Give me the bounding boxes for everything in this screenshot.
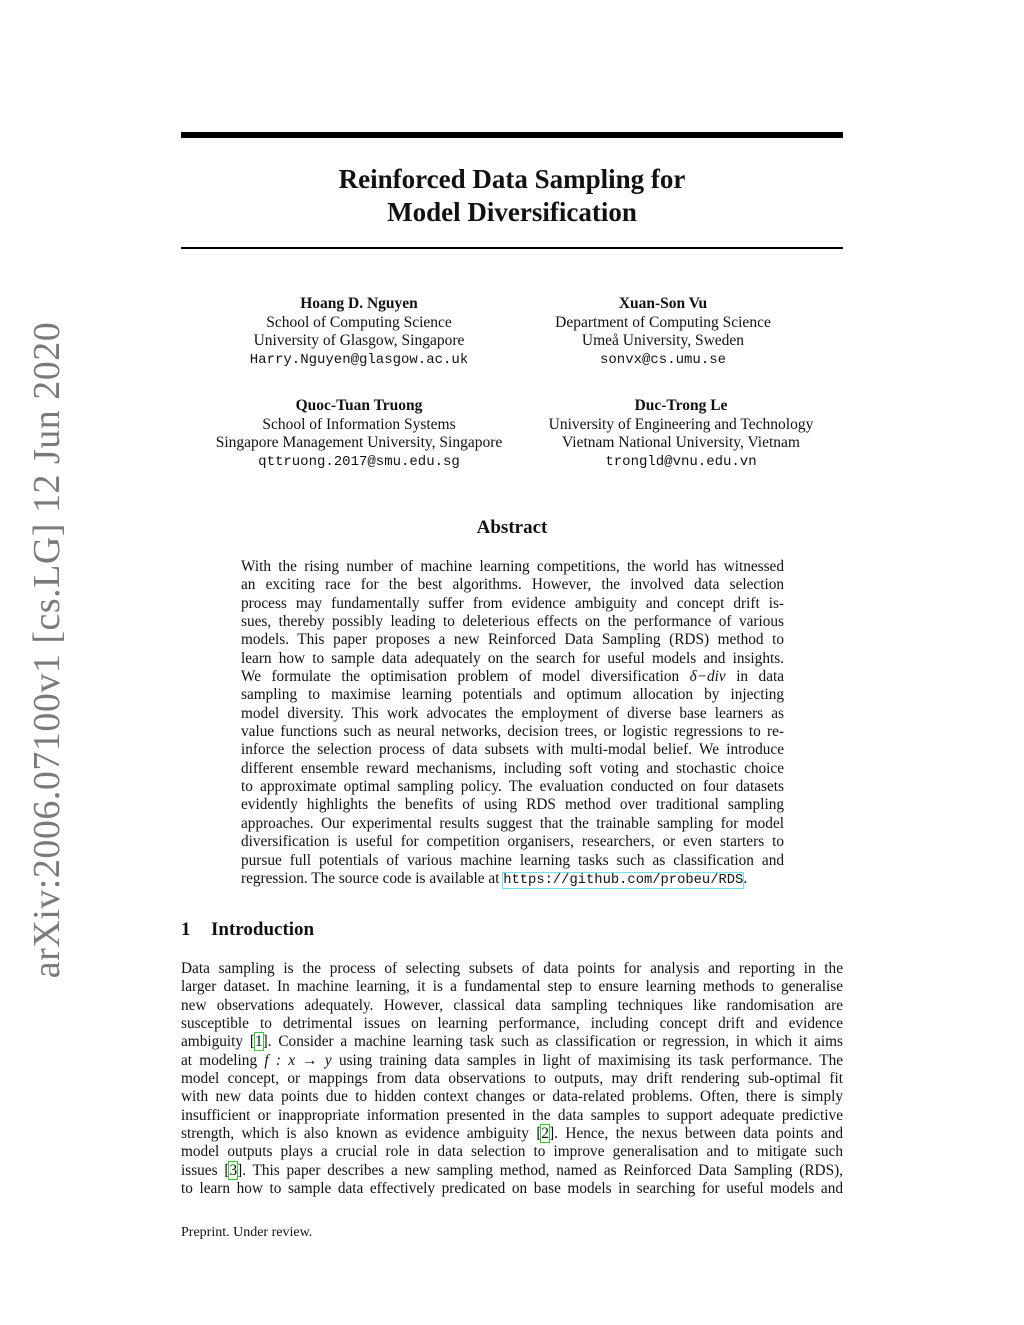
intro-line-with-citation: issues [3]. This paper describes a new sampling method, named as Reinforced Data Sampling (RDS),	[181, 1161, 844, 1179]
section-number: 1	[181, 919, 191, 940]
intro-line-text: This paper describes a new sampling method, named as Reinforced Data Sampling (RDS),	[252, 1161, 844, 1179]
intro-line-text: strength, which is also known as evidence ambiguity	[181, 1125, 529, 1143]
author-name: Quoc-Tuan Truong	[295, 397, 423, 414]
abstract-line: With the rising number of machine learning competitions, the world has witnessed	[241, 558, 784, 575]
abstract-line-text: regression. The source code is available at	[241, 869, 500, 887]
author-affiliation: School of Computing Science	[266, 313, 452, 331]
author-affiliation: School of Information Systems	[262, 415, 456, 433]
author-email[interactable]: sonvx@cs.umu.se	[599, 351, 727, 368]
abstract-line: process may fundamentally suffer from evidence ambiguity and concept drift is-	[241, 594, 784, 612]
author-affiliation: University of Engineering and Technology	[548, 415, 814, 433]
abstract-line: inforce the selection process of data subsets with multi-modal belief. We introduce	[241, 741, 784, 759]
intro-line: with new data points due to hidden context changes or data-related problems. Often, there is simply	[181, 1088, 843, 1106]
author-affiliation: Vietnam National University, Vietnam	[562, 434, 800, 451]
author-email[interactable]: Harry.Nguyen@glasgow.ac.uk	[249, 351, 469, 368]
intro-line-text: Hence, the nexus between data points and	[565, 1125, 844, 1143]
section-heading	[181, 919, 314, 941]
math-mapping: f : x → y	[264, 1051, 332, 1069]
abstract-line: to approximate optimal sampling policy. The evaluation conducted on four datasets	[241, 778, 784, 796]
abstract-line-with-math	[241, 668, 784, 686]
title-bottom-rule	[181, 247, 843, 249]
intro-line: larger dataset. In machine learning, it is a fundamental step to ensure learning methods to generalise	[181, 978, 843, 996]
preprint-footer: Preprint. Under review.	[181, 1225, 313, 1240]
intro-line-text: issues	[181, 1161, 218, 1179]
author-name: Xuan-Son Vu	[618, 295, 708, 312]
intro-line-text: using training data samples in light of maximising its task performance. The	[338, 1051, 844, 1069]
author-name: Hoang D. Nguyen	[300, 295, 418, 312]
intro-line: susceptible to detrimental issues on learning performance, including concept drift and evidence	[181, 1015, 843, 1033]
intro-line-with-citation: strength, which is also known as evidence ambiguity [2]. Hence, the nexus between data points and	[181, 1125, 844, 1143]
abstract-line: value functions such as neural networks, decision trees, or logistic regressions to re-	[241, 723, 784, 741]
abstract-line: approaches. Our experimental results suggest that the trainable sampling for model	[241, 814, 784, 832]
abstract-line: learn how to sample data adequately on the search for useful models and insights.	[241, 649, 784, 667]
author-affiliation: Singapore Management University, Singapore	[215, 434, 503, 451]
abstract-heading: Abstract	[476, 517, 548, 538]
abstract-line: models. This paper proposes a new Reinforced Data Sampling (RDS) method to	[241, 631, 784, 649]
citation-link[interactable]: 1	[254, 1033, 263, 1051]
abstract-line: evidently highlights the benefits of using RDS method over traditional sampling	[241, 796, 784, 814]
title-top-rule	[181, 132, 843, 138]
abstract-body	[241, 558, 784, 888]
intro-line: new observations adequately. However, classical data sampling techniques like randomisation are	[181, 996, 843, 1014]
abstract-end-period: .	[743, 869, 748, 887]
intro-line: model concept, or mappings from data observations to outputs, may drift rendering sub-optimal fit	[181, 1070, 843, 1088]
title-line-1: Reinforced Data Sampling for	[338, 164, 686, 194]
intro-line-with-math	[181, 1052, 843, 1070]
introduction-body	[181, 960, 843, 1198]
source-code-link[interactable]: https://github.com/probeu/RDS	[503, 872, 744, 888]
abstract-line: diversification is useful for competition organisers, researchers, or even starters to	[241, 833, 784, 851]
intro-line-text: Consider a machine learning task such as classification or regression, in which it aims	[278, 1033, 844, 1051]
intro-line: to learn how to sample data effectively predicated on base models in searching for useful models and	[181, 1180, 843, 1198]
abstract-line: an exciting race for the best algorithms. However, the involved data selection	[241, 576, 784, 594]
author-block	[194, 295, 524, 369]
citation-link[interactable]: 2	[541, 1125, 550, 1143]
intro-line: Data sampling is the process of selecting subsets of data points for analysis and reporting in the	[181, 960, 843, 977]
title-line-2: Model Diversification	[387, 197, 637, 227]
author-affiliation: University of Glasgow, Singapore	[253, 332, 465, 349]
section-title: Introduction	[211, 919, 315, 940]
intro-line: model outputs plays a crucial role in data selection to improve generalisation and to mitigate such	[181, 1143, 843, 1161]
abstract-line: sues, thereby possibly leading to deleterious effects on the performance of various	[241, 613, 784, 631]
author-block	[194, 397, 524, 471]
abstract-line: pursue full potentials of various machine learning tasks such as classification and	[241, 851, 784, 869]
abstract-line-tail: in data	[736, 668, 785, 686]
author-email[interactable]: trongld@vnu.edu.vn	[605, 453, 757, 470]
math-delta-div: δ−div	[689, 668, 726, 686]
author-block	[498, 295, 828, 369]
abstract-line: sampling to maximise learning potentials and optimum allocation by injecting	[241, 686, 784, 704]
intro-line-text: at modeling	[181, 1051, 258, 1069]
abstract-line: model diversity. This work advocates the employment of diverse base learners as	[241, 704, 784, 722]
arxiv-identifier-stamp: arXiv:2006.07100v1 [cs.LG] 12 Jun 2020	[26, 321, 68, 979]
author-email[interactable]: qttruong.2017@smu.edu.sg	[258, 453, 460, 470]
paper-title	[181, 163, 843, 229]
abstract-line: different ensemble reward mechanisms, including soft voting and stochastic choice	[241, 759, 784, 777]
intro-line: insufficient or inappropriate information presented in the data samples to support adequate predictive	[181, 1106, 843, 1124]
citation-link[interactable]: 3	[229, 1161, 238, 1179]
abstract-line-text: We formulate the optimisation problem of model diversification	[241, 668, 680, 686]
abstract-last-line	[241, 870, 784, 888]
author-affiliation: Umeå University, Sweden	[581, 332, 745, 349]
author-block	[516, 397, 846, 471]
intro-line-with-citation: ambiguity [1]. Consider a machine learning task such as classification or regression, in which it aims	[181, 1033, 844, 1051]
author-name: Duc-Trong Le	[634, 397, 728, 414]
author-affiliation: Department of Computing Science	[555, 313, 771, 331]
intro-line-text: ambiguity	[181, 1033, 244, 1051]
